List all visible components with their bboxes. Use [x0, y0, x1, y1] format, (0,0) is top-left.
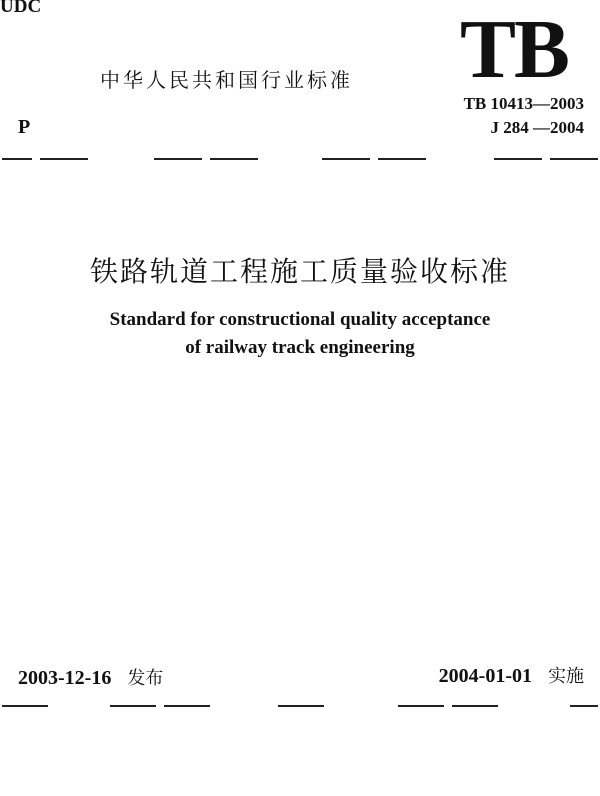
- implementation-info: [439, 662, 584, 688]
- issue-date: 2003-12-16: [18, 667, 112, 689]
- implementation-label: 实施: [548, 666, 584, 687]
- document-title-english-line2: of railway track engineering: [185, 337, 415, 358]
- standard-code-primary: TB 10413—2003: [463, 94, 584, 113]
- standard-code-secondary: J 284 —2004: [490, 118, 584, 137]
- standard-code-block: [464, 92, 584, 140]
- issue-label: 发布: [127, 668, 164, 689]
- classification-code: P: [18, 116, 31, 138]
- document-title-english: [0, 306, 600, 362]
- document-title-english-line1: Standard for constructional quality acceptance: [109, 309, 491, 330]
- issue-info: [18, 664, 163, 690]
- tb-logo: TB: [459, 3, 568, 96]
- implementation-date: 2004-01-01: [438, 665, 532, 687]
- industry-standard-heading: 中华人民共和国行业标准: [100, 68, 353, 92]
- document-title-chinese: 铁路轨道工程施工质量验收标准: [89, 255, 510, 288]
- udc-label: UDC: [0, 0, 42, 17]
